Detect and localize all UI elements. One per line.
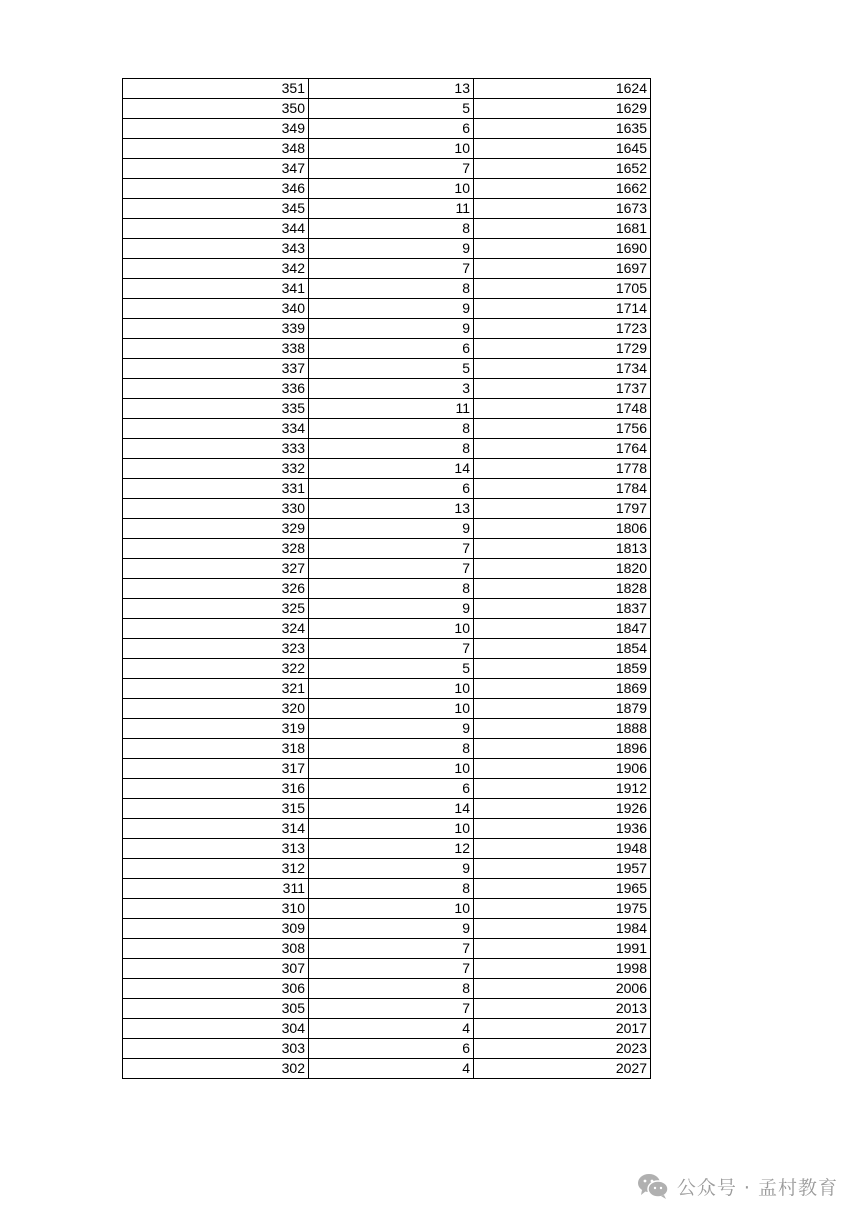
table-row	[123, 219, 651, 239]
count-cell: 11	[309, 199, 474, 219]
score-cell: 308	[123, 939, 309, 959]
table-row	[123, 379, 651, 399]
score-cell: 322	[123, 659, 309, 679]
table-row	[123, 79, 651, 99]
table-row	[123, 119, 651, 139]
count-cell: 6	[309, 779, 474, 799]
table-row	[123, 99, 651, 119]
table-row	[123, 279, 651, 299]
cumulative-cell: 1936	[474, 819, 651, 839]
cumulative-cell: 1879	[474, 699, 651, 719]
score-cell: 335	[123, 399, 309, 419]
table-row	[123, 719, 651, 739]
score-cell: 338	[123, 339, 309, 359]
count-cell: 6	[309, 479, 474, 499]
cumulative-cell: 1624	[474, 79, 651, 99]
count-cell: 7	[309, 639, 474, 659]
cumulative-cell: 1906	[474, 759, 651, 779]
score-cell: 341	[123, 279, 309, 299]
score-cell: 304	[123, 1019, 309, 1039]
table-row	[123, 199, 651, 219]
cumulative-cell: 1697	[474, 259, 651, 279]
count-cell: 9	[309, 319, 474, 339]
count-cell: 7	[309, 999, 474, 1019]
count-cell: 8	[309, 279, 474, 299]
table-row	[123, 259, 651, 279]
table-row	[123, 359, 651, 379]
table-row	[123, 939, 651, 959]
score-cell: 339	[123, 319, 309, 339]
cumulative-cell: 1998	[474, 959, 651, 979]
score-cell: 314	[123, 819, 309, 839]
score-cell: 324	[123, 619, 309, 639]
cumulative-cell: 1778	[474, 459, 651, 479]
cumulative-cell: 1635	[474, 119, 651, 139]
count-cell: 7	[309, 539, 474, 559]
score-cell: 343	[123, 239, 309, 259]
table-row	[123, 319, 651, 339]
score-cell: 310	[123, 899, 309, 919]
count-cell: 14	[309, 459, 474, 479]
count-cell: 4	[309, 1059, 474, 1079]
table-row	[123, 239, 651, 259]
score-cell: 332	[123, 459, 309, 479]
cumulative-cell: 2017	[474, 1019, 651, 1039]
score-cell: 334	[123, 419, 309, 439]
score-cell: 328	[123, 539, 309, 559]
cumulative-cell: 1888	[474, 719, 651, 739]
cumulative-cell: 1723	[474, 319, 651, 339]
wechat-icon	[637, 1172, 669, 1200]
table-row	[123, 759, 651, 779]
cumulative-cell: 1681	[474, 219, 651, 239]
cumulative-cell: 1652	[474, 159, 651, 179]
cumulative-cell: 1869	[474, 679, 651, 699]
cumulative-cell: 1837	[474, 599, 651, 619]
count-cell: 8	[309, 439, 474, 459]
score-cell: 309	[123, 919, 309, 939]
count-cell: 10	[309, 619, 474, 639]
cumulative-cell: 1756	[474, 419, 651, 439]
count-cell: 7	[309, 259, 474, 279]
count-cell: 7	[309, 939, 474, 959]
count-cell: 9	[309, 599, 474, 619]
score-cell: 306	[123, 979, 309, 999]
score-cell: 331	[123, 479, 309, 499]
table-row	[123, 599, 651, 619]
score-cell: 329	[123, 519, 309, 539]
score-cell: 337	[123, 359, 309, 379]
table-row	[123, 1059, 651, 1079]
score-cell: 307	[123, 959, 309, 979]
cumulative-cell: 1820	[474, 559, 651, 579]
table-row	[123, 879, 651, 899]
table-row	[123, 779, 651, 799]
table-row	[123, 139, 651, 159]
count-cell: 9	[309, 859, 474, 879]
cumulative-cell: 1896	[474, 739, 651, 759]
count-cell: 7	[309, 559, 474, 579]
count-cell: 7	[309, 159, 474, 179]
cumulative-cell: 1662	[474, 179, 651, 199]
count-cell: 13	[309, 499, 474, 519]
score-cell: 348	[123, 139, 309, 159]
count-cell: 9	[309, 719, 474, 739]
count-cell: 8	[309, 739, 474, 759]
cumulative-cell: 2006	[474, 979, 651, 999]
cumulative-cell: 1854	[474, 639, 651, 659]
count-cell: 10	[309, 819, 474, 839]
score-cell: 320	[123, 699, 309, 719]
score-cell: 349	[123, 119, 309, 139]
table-row	[123, 839, 651, 859]
count-cell: 12	[309, 839, 474, 859]
cumulative-cell: 1859	[474, 659, 651, 679]
table-row	[123, 659, 651, 679]
count-cell: 6	[309, 1039, 474, 1059]
count-cell: 13	[309, 79, 474, 99]
cumulative-cell: 2027	[474, 1059, 651, 1079]
cumulative-cell: 1984	[474, 919, 651, 939]
table-row	[123, 999, 651, 1019]
score-cell: 346	[123, 179, 309, 199]
score-table	[122, 78, 651, 1079]
score-cell: 315	[123, 799, 309, 819]
score-cell: 321	[123, 679, 309, 699]
score-cell: 345	[123, 199, 309, 219]
count-cell: 9	[309, 519, 474, 539]
watermark	[637, 1170, 838, 1202]
count-cell: 8	[309, 419, 474, 439]
score-cell: 351	[123, 79, 309, 99]
count-cell: 10	[309, 139, 474, 159]
score-cell: 326	[123, 579, 309, 599]
score-cell: 330	[123, 499, 309, 519]
cumulative-cell: 2013	[474, 999, 651, 1019]
count-cell: 6	[309, 339, 474, 359]
score-cell: 319	[123, 719, 309, 739]
score-cell: 318	[123, 739, 309, 759]
score-cell: 312	[123, 859, 309, 879]
score-cell: 303	[123, 1039, 309, 1059]
table-row	[123, 979, 651, 999]
table-row	[123, 399, 651, 419]
table-row	[123, 699, 651, 719]
cumulative-cell: 1764	[474, 439, 651, 459]
table-row	[123, 559, 651, 579]
table-row	[123, 479, 651, 499]
count-cell: 8	[309, 579, 474, 599]
score-cell: 327	[123, 559, 309, 579]
count-cell: 11	[309, 399, 474, 419]
count-cell: 4	[309, 1019, 474, 1039]
score-cell: 340	[123, 299, 309, 319]
count-cell: 10	[309, 699, 474, 719]
table-row	[123, 899, 651, 919]
cumulative-cell: 1991	[474, 939, 651, 959]
cumulative-cell: 1828	[474, 579, 651, 599]
table-row	[123, 1039, 651, 1059]
cumulative-cell: 1797	[474, 499, 651, 519]
score-cell: 311	[123, 879, 309, 899]
table-row	[123, 579, 651, 599]
score-cell: 333	[123, 439, 309, 459]
cumulative-cell: 1965	[474, 879, 651, 899]
score-cell: 305	[123, 999, 309, 1019]
count-cell: 10	[309, 899, 474, 919]
cumulative-cell: 1729	[474, 339, 651, 359]
score-cell: 313	[123, 839, 309, 859]
cumulative-cell: 1714	[474, 299, 651, 319]
cumulative-cell: 1734	[474, 359, 651, 379]
cumulative-cell: 1645	[474, 139, 651, 159]
count-cell: 9	[309, 239, 474, 259]
score-cell: 323	[123, 639, 309, 659]
count-cell: 6	[309, 119, 474, 139]
table-row	[123, 919, 651, 939]
watermark-text: 公众号 · 孟村教育	[676, 1176, 838, 1199]
table-row	[123, 179, 651, 199]
table-row	[123, 419, 651, 439]
cumulative-cell: 1673	[474, 199, 651, 219]
table-row	[123, 799, 651, 819]
table-row	[123, 859, 651, 879]
cumulative-cell: 1926	[474, 799, 651, 819]
score-cell: 325	[123, 599, 309, 619]
table-row	[123, 959, 651, 979]
table-row	[123, 619, 651, 639]
cumulative-cell: 1748	[474, 399, 651, 419]
table-row	[123, 499, 651, 519]
count-cell: 5	[309, 359, 474, 379]
count-cell: 8	[309, 979, 474, 999]
count-cell: 10	[309, 179, 474, 199]
cumulative-cell: 1806	[474, 519, 651, 539]
count-cell: 3	[309, 379, 474, 399]
count-cell: 9	[309, 299, 474, 319]
cumulative-cell: 1784	[474, 479, 651, 499]
cumulative-cell: 1948	[474, 839, 651, 859]
cumulative-cell: 1737	[474, 379, 651, 399]
table-row	[123, 519, 651, 539]
score-cell: 347	[123, 159, 309, 179]
table-row	[123, 459, 651, 479]
table-row	[123, 739, 651, 759]
score-cell: 342	[123, 259, 309, 279]
cumulative-cell: 1705	[474, 279, 651, 299]
score-cell: 336	[123, 379, 309, 399]
count-cell: 9	[309, 919, 474, 939]
table-row	[123, 1019, 651, 1039]
count-cell: 8	[309, 219, 474, 239]
table-body	[123, 79, 651, 1079]
cumulative-cell: 1975	[474, 899, 651, 919]
score-cell: 317	[123, 759, 309, 779]
cumulative-cell: 1629	[474, 99, 651, 119]
count-cell: 7	[309, 959, 474, 979]
score-cell: 350	[123, 99, 309, 119]
table-row	[123, 439, 651, 459]
cumulative-cell: 1813	[474, 539, 651, 559]
table-row	[123, 339, 651, 359]
table-row	[123, 539, 651, 559]
table-row	[123, 679, 651, 699]
count-cell: 10	[309, 759, 474, 779]
table-row	[123, 159, 651, 179]
cumulative-cell: 1847	[474, 619, 651, 639]
cumulative-cell: 1690	[474, 239, 651, 259]
cumulative-cell: 1912	[474, 779, 651, 799]
count-cell: 5	[309, 99, 474, 119]
count-cell: 8	[309, 879, 474, 899]
count-cell: 5	[309, 659, 474, 679]
cumulative-cell: 1957	[474, 859, 651, 879]
cumulative-cell: 2023	[474, 1039, 651, 1059]
count-cell: 14	[309, 799, 474, 819]
table-row	[123, 299, 651, 319]
score-cell: 302	[123, 1059, 309, 1079]
score-cell: 316	[123, 779, 309, 799]
count-cell: 10	[309, 679, 474, 699]
table-row	[123, 639, 651, 659]
score-cell: 344	[123, 219, 309, 239]
table-row	[123, 819, 651, 839]
